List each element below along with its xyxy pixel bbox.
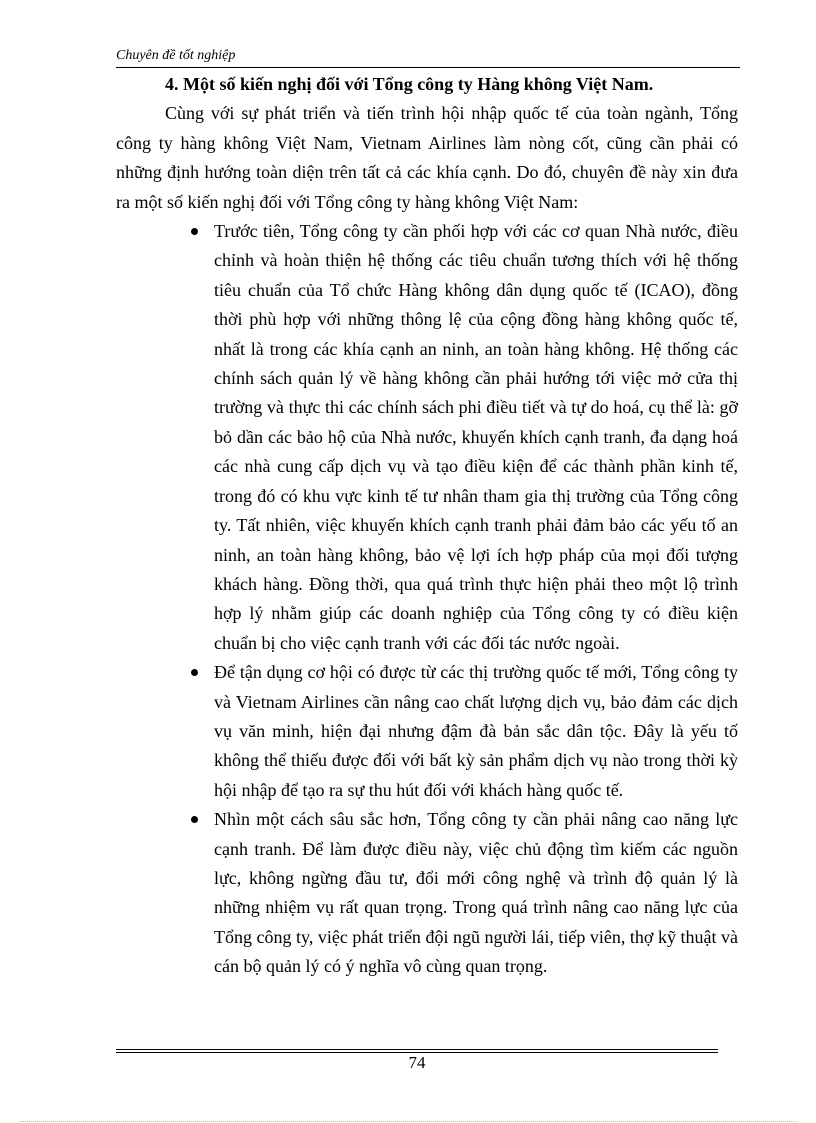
running-header: Chuyên đề tốt nghiệp [116, 48, 236, 63]
page-number: 74 [408, 1053, 426, 1072]
bullet-icon [191, 228, 198, 235]
page-body [116, 70, 738, 982]
section-heading: 4. Một số kiến nghị đối với Tổng công ty Hàng không Việt Nam. [165, 74, 654, 94]
list-item [214, 658, 738, 805]
list-item-text: Nhìn một cách sâu sắc hơn, Tổng công ty cần phải nâng cao năng lực cạnh tranh. Để làm được điều này, việc chủ động tìm kiếm các nguồn lực, không ngừng đầu tư, đổi mới công nghệ và trình độ quản lý là những nhiệm vụ rất quan trọng. Trong quá trình nâng cao năng lực của Tổng công ty, việc phát triển đội ngũ người lái, tiếp viên, thợ kỹ thuật và cán bộ quản lý có ý nghĩa vô cùng quan trọng. [214, 809, 738, 977]
recommendation-list [116, 217, 738, 982]
intro-paragraph: Cùng với sự phát triển và tiến trình hội nhập quốc tế của toàn ngành, Tổng công ty hàng không Việt Nam, Vietnam Airlines làm nòng cốt, cũng cần phải có những định hướng toàn diện trên tất cả các khía cạnh. Do đó, chuyên đề này xin đưa ra một số kiến nghị đối với Tổng công ty hàng không Việt Nam: [116, 103, 738, 212]
page-edge-divider [20, 1121, 796, 1122]
bullet-icon [191, 816, 198, 823]
bullet-icon [191, 669, 198, 676]
header-rule [116, 67, 740, 68]
list-item-text: Để tận dụng cơ hội có được từ các thị trường quốc tế mới, Tổng công ty và Vietnam Airlines cần nâng cao chất lượng dịch vụ, bảo đảm các dịch vụ văn minh, hiện đại nhưng đậm đà bản sắc dân tộc. Đây là yếu tố không thể thiếu được đối với bất kỳ sản phẩm dịch vụ nào trong thời kỳ hội nhập để tạo ra sự thu hút đối với khách hàng quốc tế. [214, 662, 738, 800]
footer-rule [116, 1049, 718, 1050]
list-item-text: Trước tiên, Tổng công ty cần phối hợp với các cơ quan Nhà nước, điều chỉnh và hoàn thiện hệ thống các tiêu chuẩn tương thích với hệ thống tiêu chuẩn của Tổ chức Hàng không dân dụng quốc tế (ICAO), đồng thời phù hợp với những thông lệ của cộng đồng hàng không quốc tế, nhất là trong các khía cạnh an ninh, an toàn hàng không. Hệ thống các chính sách quản lý về hàng không cần phải hướng tới việc mở cửa thị trường và thực thi các chính sách phi điều tiết và tự do hoá, cụ thể là: gỡ bỏ dần các bảo hộ của Nhà nước, khuyến khích cạnh tranh, đa dạng hoá các nhà cung cấp dịch vụ và tạo điều kiện để các thành phần kinh tế, trong đó có khu vực kinh tế tư nhân tham gia thị trường của Tổng công ty. Tất nhiên, việc khuyến khích cạnh tranh phải đảm bảo các yếu tố an ninh, an toàn hàng không, bảo vệ lợi ích hợp pháp của mọi đối tượng khách hàng. Đồng thời, qua quá trình thực hiện phải theo một lộ trình hợp lý nhằm giúp các doanh nghiệp của Tổng công ty có điều kiện chuẩn bị cho việc cạnh tranh với các đối tác nước ngoài. [214, 221, 738, 653]
list-item [214, 805, 738, 981]
list-item [214, 217, 738, 658]
